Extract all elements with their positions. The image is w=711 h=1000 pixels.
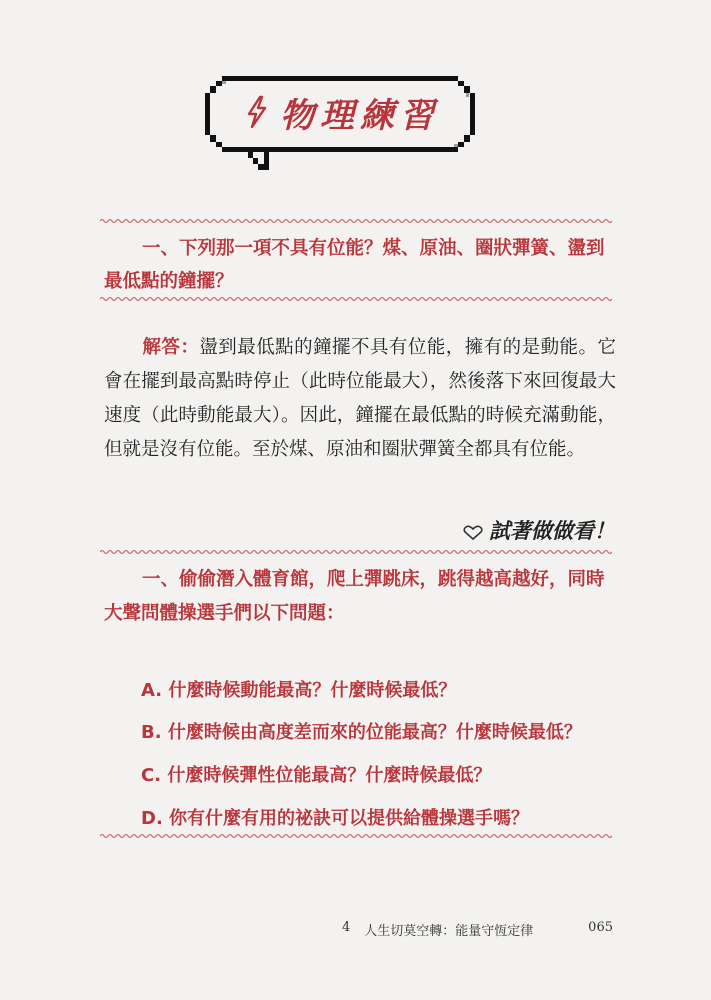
question-1: 一、下列那一項不具有位能？煤、原油、圈狀彈簧、盪到最低點的鐘擺？ bbox=[104, 238, 605, 292]
wavy-divider bbox=[100, 832, 612, 840]
answer-paragraph bbox=[104, 331, 616, 467]
lightning-bolt-icon bbox=[244, 95, 270, 129]
page-number: 065 bbox=[588, 920, 613, 935]
heart-icon bbox=[463, 522, 483, 538]
question-2: 一、偷偷潛入體育館，爬上彈跳床，跳得越高越好，同時大聲問體操選手們以下問題： bbox=[104, 569, 605, 624]
wavy-divider bbox=[100, 548, 612, 556]
sub-question-b: B. 什麼時候由高度差而來的位能最高？什麼時候最低？ bbox=[141, 722, 582, 743]
title-row bbox=[244, 88, 440, 136]
wavy-divider bbox=[100, 217, 612, 225]
running-footer bbox=[342, 920, 533, 939]
answer-text: 盪到最低點的鐘擺不具有位能，擁有的是動能。它會在擺到最高點時停止（此時位能最大），然後落下來回復最大速度（此時動能最大）。因此，鐘擺在最低點的時候充滿動能，但就是沒有位能。至於煤、原油和圈狀彈簧全都具有位能。 bbox=[104, 337, 616, 460]
chapter-number: 4 bbox=[342, 920, 351, 935]
page-title: 物理練習 bbox=[280, 95, 440, 136]
chapter-title: 人生切莫空轉：能量守恆定律 bbox=[364, 924, 534, 939]
sub-question-d: D. 你有什麼有用的祕訣可以提供給體操選手嗎？ bbox=[141, 808, 530, 829]
sub-question-c: C. 什麼時候彈性位能最高？什麼時候最低？ bbox=[141, 765, 492, 786]
sub-question-a: A. 什麼時候動能最高？什麼時候最低？ bbox=[141, 680, 457, 701]
try-it-heading: 試著做做看！ bbox=[463, 515, 615, 545]
wavy-divider bbox=[100, 295, 612, 303]
answer-label: 解答： bbox=[142, 337, 200, 358]
